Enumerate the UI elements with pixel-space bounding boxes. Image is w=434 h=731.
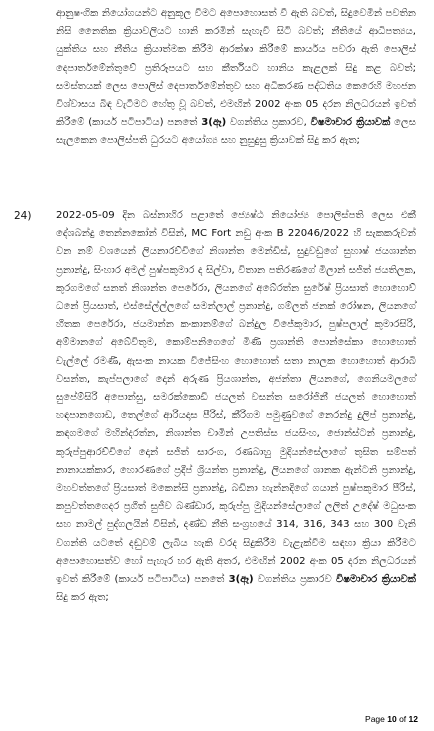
misconduct-term: විෂමාචාර ක්‍රියාවක්: [335, 574, 416, 586]
paragraph-text: වගන්තිය ප්‍රකාරව: [253, 574, 336, 586]
paragraph-text: ලෙස සැලකෙන පොලිස්පති ධුරයට අයෝග්‍ය සහ නුසුදුසු ක්‍රියාවක් සිදු කර ඇත;: [56, 117, 416, 147]
page-number: [365, 714, 418, 724]
page-number-separator: of: [396, 714, 409, 724]
paragraph-text: ආනුෂංගික නියෝගයන්ට අනුකූල වීමට අපොහොසත් වී ඇති බවත්, සිදුවෙමින් පවතින නිසි නෛතික ක්‍රියාවලියට හානි කරමින් සැහැවී සිටි බවත්; නීතියේ ආධිපත්‍යය, යුක්තිය සහ නීතිය ක්‍රියාත්මක කිරීම ආරක්ෂා කිරීමේ කාර්යය පවරා ඇති පොලිස් දෙපාර්තමේන්තුවේ ප්‍රතිරූපයට සහ කීර්තියට හානිය කැළලක් සිදු කළ බවත්; සමස්තයක් ලෙස පොලිස් දෙපාර්තමේන්තුව සහ අධිකරණ පද්ධතිය කෙරෙහි මහජන විශ්වාසය බිඳ වැටීමට හේතු වූ බවත්, එමඟින් 2002 අංක 05 දරන නිලධරයන් ඉවත් කිරීමේ (කාර්ය පටිපාටිය) පනතේ: [56, 8, 416, 129]
paragraph-text: 2022-05-09 දින බස්නාහිර පළාතේ ජ්‍යෙෂ්ඨ නියෝජ්‍ය පොලිස්පති ලෙස එකී දේශබන්දු තෙන්නකෝන් විසින්, MC Fort නඩු අංක B 22046/2022 හි සැකකරුවන් වන නම් වශයෙන් ලියනාරච්චිගේ නිශාන්ත මෙන්ඩිස්, සුදුවඩුගේ සුහාෂ් ජයශාන්ත ප්‍රනාන්දු, සිංහාර අමල් පුෂ්පකුමාර ද සිල්වා, විතාන පතිරණගේ මිලාන් සජිත් ජයතිලක, කුරගමගේ සනත් නිශාන්ත පෙරේරා, ලියනගේ අබේරත්න සුරේෂ් ප්‍රියසාත් හොහොව් ධනේ ප්‍රියසාත්, එස්සේල්ල්ලගේ සමන්ලාල් ප්‍රනාන්දු, ගම්ලත් ජනක් රෝෂන, ලියනගේ හීතක පෙරේරා, ජයමාන්න කංකානම්ගේ බන්දුල විජේකුමාර, පුෂ්පලාල් කුමාරසිරි, අම්මානගේ අබේවිතුම, කොම්පනිගෙගේ මිණි ප්‍රශාන්ති පොන්සේකා හොහොත් චැල්ලේ රමණී, ඇසංක නායක විජේසිංහ හොහොත් සතා නාලක හොහොත් ආරාබි වසන්ත, කැප්පලාගේ දොන් අරුණ ප්‍රියශාන්ත, අජන්තා ලියනගේ, ගෙනියමලගේ සුපේම්සිරි අපොන්සු, සමරක්කොඩි ජයලත් වසන්ත සරෝජිනී ජයලත් හොහොත් හඳපානගොඩ, තෙල්ගේ ආරියදාස පීරිස්, කීරිගම පමුණුවගේ නෙරන්දු දුලිප් ප්‍රනාන්දු, කඳගමගේ මහින්දරත්න, නිශාන්ත චාමින් උපතිස්ස ජයසිංහ, ජොන්ස්ටන් ප්‍රනාන්දු, කුරුප්පුආරච්චිගේ දොන් සජිත් සාරංග, රණබාහු මුදියන්සේලාගේ තුසිත සම්පත් නානායක්කාර, හොරණගේ ප්‍රදීප් ශ්‍රියන්ත ප්‍රනාන්දු, ලියනගේ ශානක ඇන්ටනි ප්‍රනාන්දු, මහවත්තගේ ප්‍රියසාත් මකෙන්සි ප්‍රනාන්දු, බඩිනා හැන්නදිගේ ගයාන් පුෂ්පකුමාර පීරිස්, කපුවත්තගෙදර ප්‍රගීත් සුජීව බණ්ඩාර, කුරුප්පු මුදියන්සේලාගේ ලලිත් උදේෂ් මධුසංක සහ නාමල් පුද්ගලයින් විසින්, දණ්ඩ නීති සංග්‍රහයේ 314, 316, 343 සහ 300 වැනි වගන්ති යටතේ දඬුවම් ලැබිය හැකි වරද සිදුකිරීම වැළැක්වීම සඳහා ක්‍රියා කිරීමට අපොහොසත්ව හෝ පැහැර හර ඇති අතර, එමඟින් 2002 අංක 05 දරන නිලධරයන් ඉවත් කිරීමේ (කාර්ය පටිපාටිය) පනතේ: [56, 210, 416, 586]
item-number: 24): [14, 210, 32, 222]
paragraph-24: [56, 207, 416, 607]
section-reference: 3(ඈ): [201, 117, 227, 129]
misconduct-term: විෂමාචාර ක්‍රියාවක්: [310, 117, 391, 129]
paragraph-continued: [56, 5, 416, 151]
page-number-total: 12: [408, 714, 418, 724]
section-reference: 3(ඈ): [228, 574, 254, 586]
page-number-prefix: Page: [365, 714, 388, 724]
paragraph-text: වගන්තිය ප්‍රකාරව,: [226, 117, 311, 129]
page-number-current: 10: [387, 714, 397, 724]
paragraph-text: සිදු කර ඇත;: [56, 592, 109, 604]
